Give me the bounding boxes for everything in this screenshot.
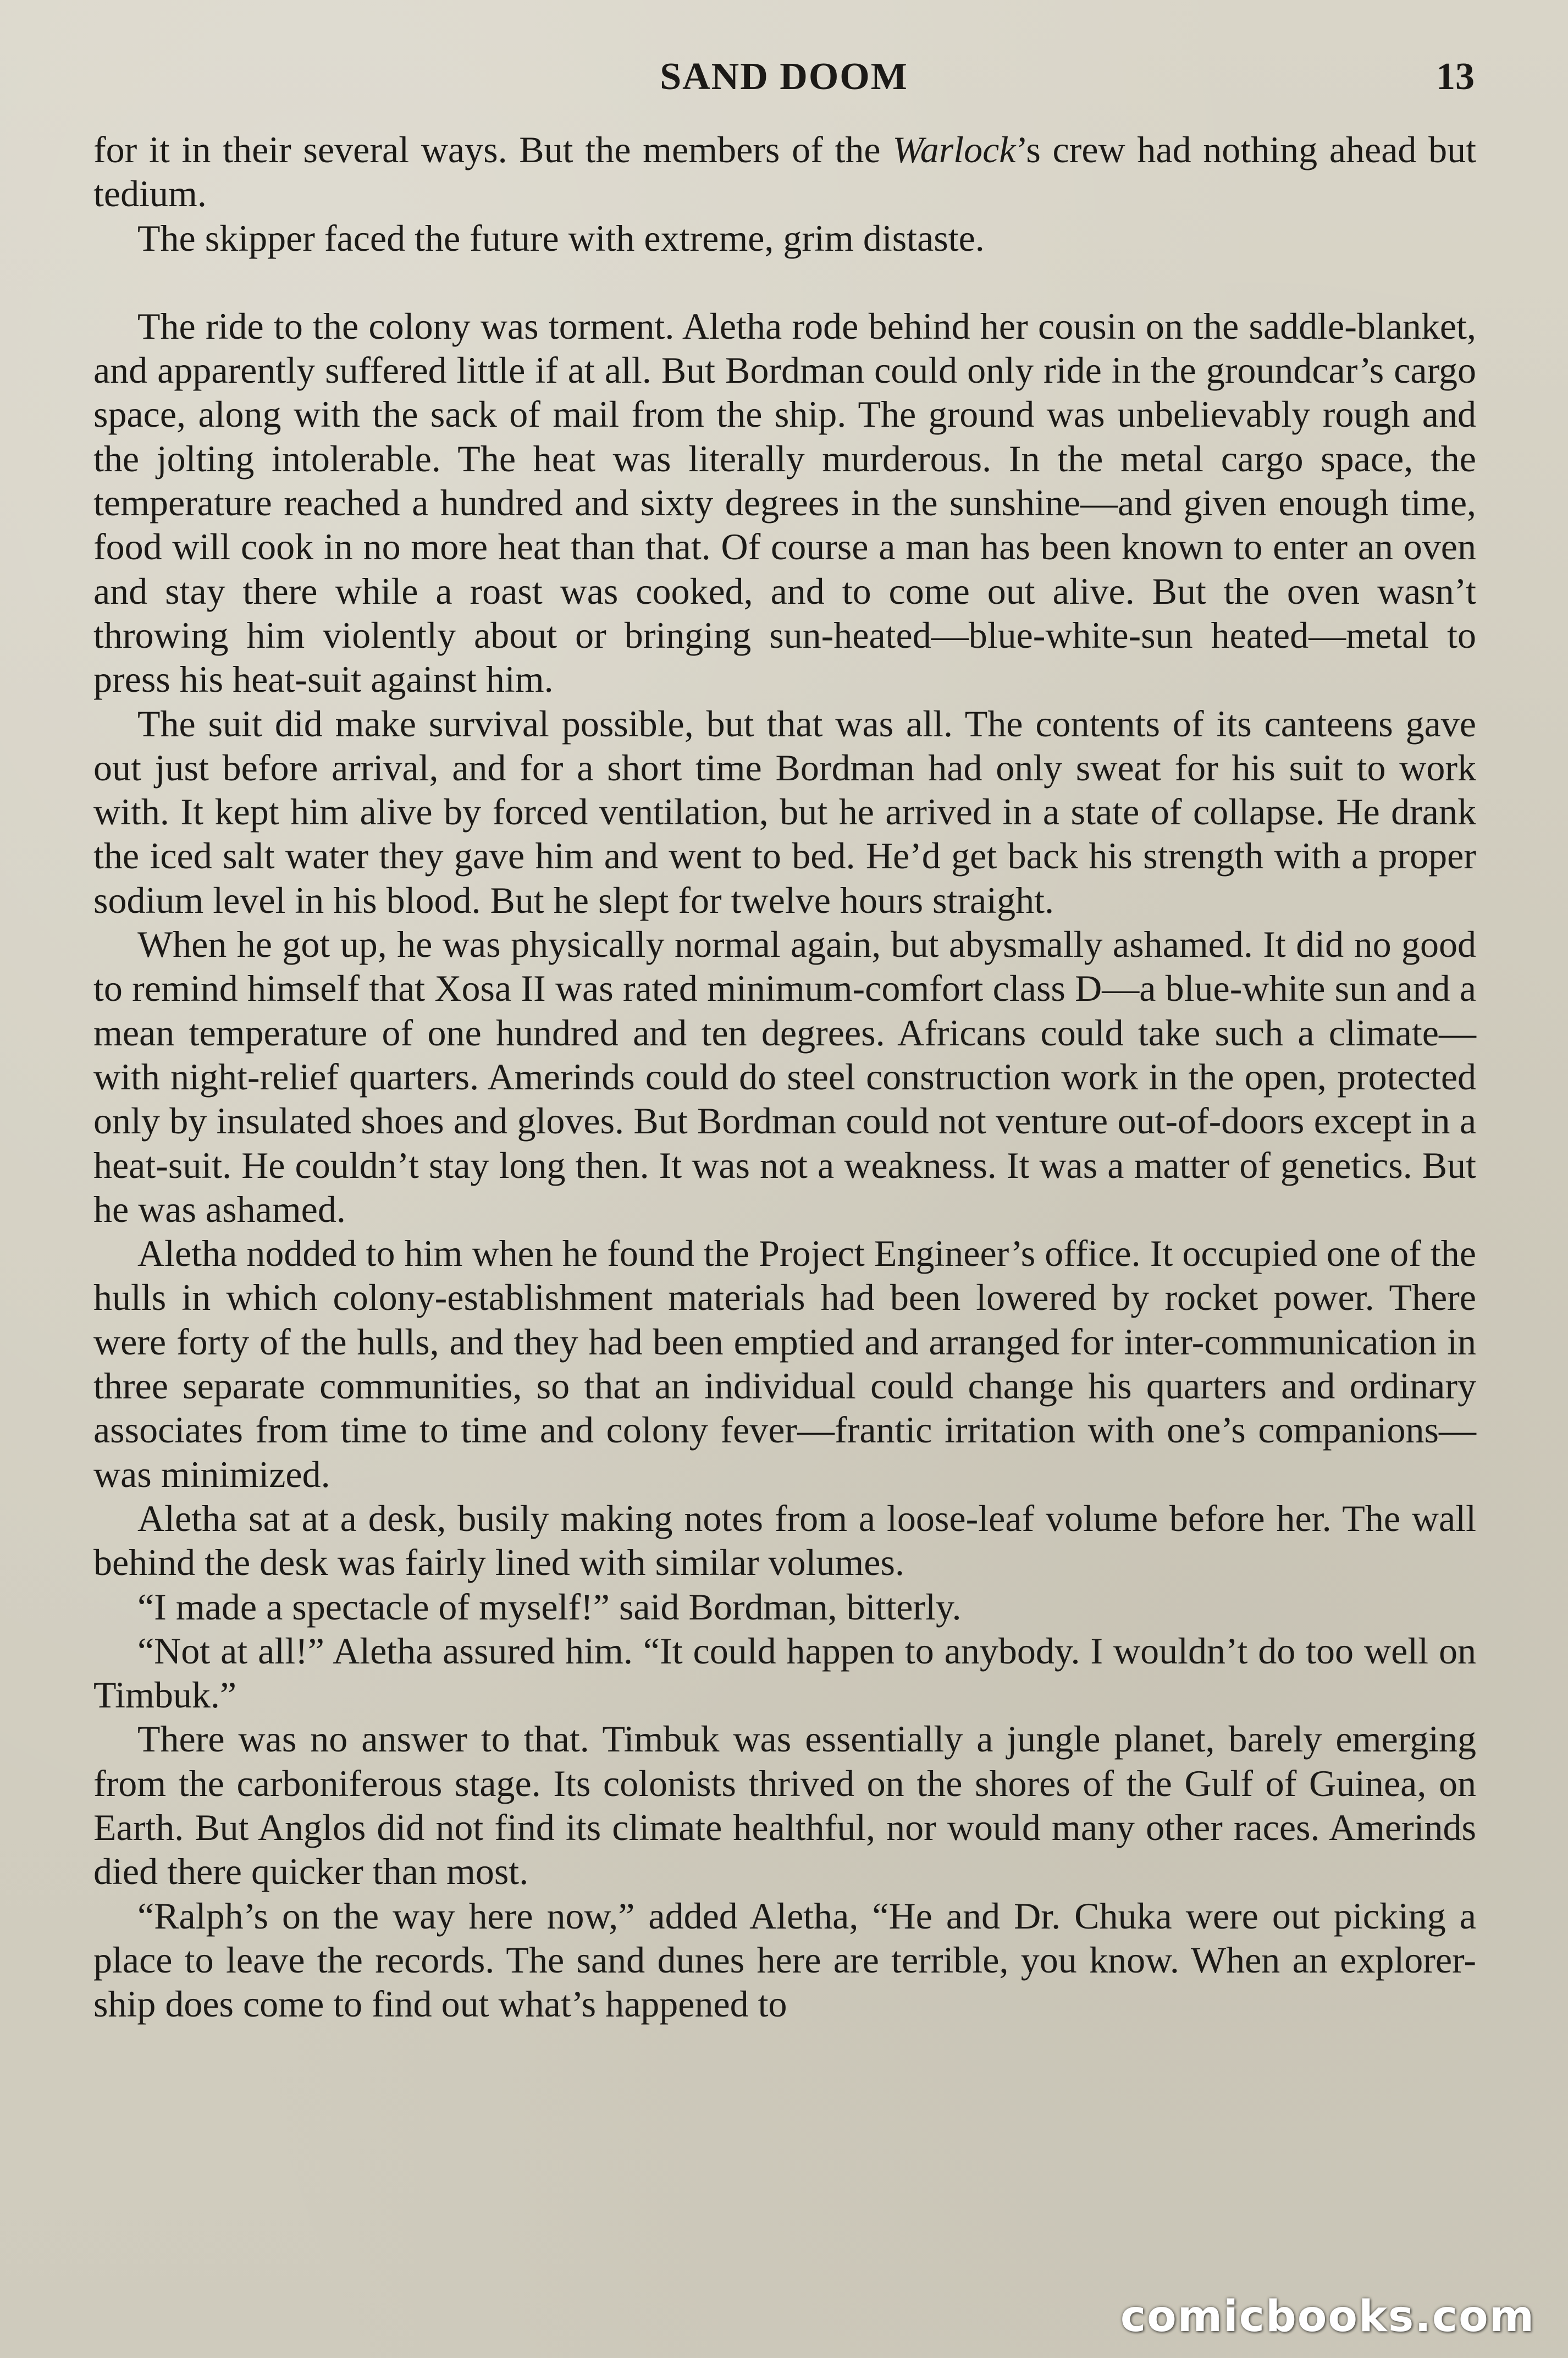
running-title: SAND DOOM: [660, 56, 908, 98]
body-text: [93, 128, 1476, 2026]
paragraph-text: for it in their several ways. But the members of the: [93, 129, 893, 170]
page-number: 13: [1436, 56, 1475, 98]
paragraph: [93, 128, 1476, 216]
paragraph: The skipper faced the future with extreme, grim distaste.: [137, 217, 985, 259]
running-head: [88, 55, 1480, 115]
paragraph-text: ’s crew had nothing ahead but tedium.: [93, 129, 1477, 215]
ship-name: Warlock: [892, 129, 1016, 170]
paragraph: “Not at all!” Aletha assured him. “It could happen to anybody. I wouldn’t do too well on Timbuk.”: [93, 1629, 1476, 1716]
paragraph: There was no answer to that. Timbuk was essentially a jungle planet, barely emerging from the carboniferous stage. Its colonists thrived on the shores of the Gulf of Guinea, on Earth. But Anglos did not find its climate healthful, nor would many other races. Amerinds died there quicker than most.: [93, 1718, 1476, 1893]
paragraph: “Ralph’s on the way here now,” added Aletha, “He and Dr. Chuka were out picking a place to leave the records. The sand dunes here are terrible, you know. When an explorer-ship does come to find out what’s happened to: [93, 1894, 1476, 2025]
paragraph: The ride to the colony was torment. Aletha rode behind her cousin on the saddle-blanket, and apparently suffered little if at all. But Bordman could only ride in the groundcar’s cargo space, along with the sack of mail from the ship. The ground was unbelievably rough and the jolting intolerable. The heat was literally murderous. In the metal cargo space, the temperature reached a hundred and sixty degrees in the sunshine—and given enough time, food will cook in no more heat than that. Of course a man has been known to enter an oven and stay there while a roast was cooked, and to come out alive. But the oven wasn’t throwing him violently about or bringing sun-heated—blue-white-sun heated—metal to press his heat-suit against him.: [93, 305, 1476, 701]
paragraph: “I made a spectacle of myself!” said Bordman, bitterly.: [137, 1585, 962, 1628]
paragraph: The suit did make survival possible, but that was all. The contents of its canteens gave out just before arrival, and for a short time Bordman had only sweat for his suit to work with. It kept him alive by forced ventilation, but he arrived in a state of collapse. He drank the iced salt water they gave him and went to bed. He’d get back his strength with a proper sodium level in his blood. But he slept for twelve hours straight.: [93, 702, 1476, 921]
paragraph: Aletha nodded to him when he found the Project Engineer’s office. It occupied one of the hulls in which colony-establishment materials had been lowered by rocket power. There were forty of the hulls, and they had been emptied and arranged for inter-communication in three separate communities, so that an individual could change his quarters and ordinary associates from time to time and colony fever—frantic irritation with one’s companions—was minimized.: [93, 1232, 1476, 1495]
paragraph: Aletha sat at a desk, busily making notes from a loose-leaf volume before her. The wall behind the desk was fairly lined with similar volumes.: [93, 1497, 1476, 1584]
paragraph: When he got up, he was physically normal again, but abysmally ashamed. It did no good to remind himself that Xosa II was rated minimum-comfort class D—a blue-white sun and a mean temperature of one hundred and ten degrees. Africans could take such a climate—with night-relief quarters. Amerinds could do steel construction work in the open, protected only by insulated shoes and gloves. But Bordman could not venture out-of-doors except in a heat-suit. He couldn’t stay long then. It was not a weakness. It was a matter of genetics. But he was ashamed.: [93, 923, 1476, 1230]
watermark: comicbooks.com: [1120, 2292, 1535, 2342]
